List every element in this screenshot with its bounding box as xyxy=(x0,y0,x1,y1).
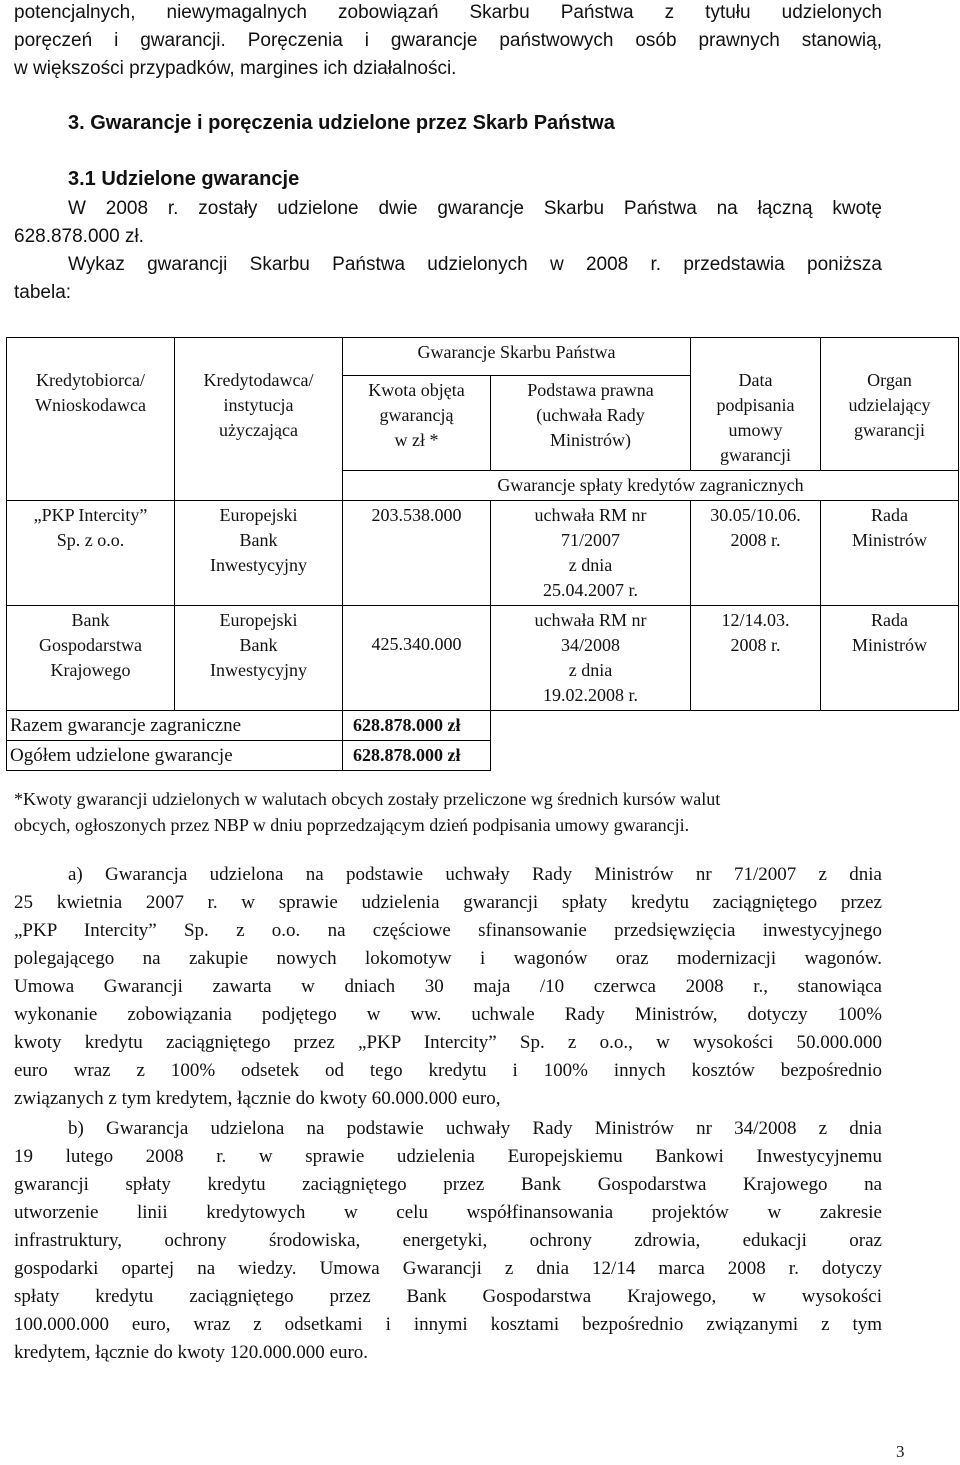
item-a-line-9: związanych z tym kredytem, łącznie do kwoty 60.000.000 euro, xyxy=(14,1088,501,1109)
col-header-borrower: Kredytobiorca/ Wnioskodawca xyxy=(7,338,175,501)
item-b-line-8: 100.000.000 euro, wraz z odsetkami i innymi kosztami bezpośrednio związanymi z tym xyxy=(14,1314,882,1335)
row2-borrower: Bank Gospodarstwa Krajowego xyxy=(7,606,175,711)
row2-lender: Europejski Bank Inwestycyjny xyxy=(175,606,343,711)
col-header-organ: Organ udzielający gwarancji xyxy=(821,338,959,471)
total-all-value: 628.878.000 zł xyxy=(343,741,491,771)
table-row xyxy=(7,606,959,711)
item-a-line-1: a) Gwarancja udzielona na podstawie uchwały Rady Ministrów nr 71/2007 z dnia xyxy=(68,864,882,885)
guarantees-table xyxy=(6,337,959,771)
intro-line-1: potencjalnych, niewymagalnych zobowiązań Skarbu Państwa z tytułu udzielonych xyxy=(14,2,882,23)
col-header-date: Data podpisania umowy gwarancji xyxy=(691,338,821,471)
col-header-lender: Kredytodawca/ instytucja użyczająca xyxy=(175,338,343,501)
row2-date: 12/14.03. 2008 r. xyxy=(691,606,821,711)
para1-line-2: 628.878.000 zł. xyxy=(14,226,144,247)
para2-line-1: Wykaz gwarancji Skarbu Państwa udzielonych w 2008 r. przedstawia poniższa xyxy=(68,254,882,275)
row1-borrower: „PKP Intercity” Sp. z o.o. xyxy=(7,501,175,606)
section-label: Gwarancje spłaty kredytów zagranicznych xyxy=(343,471,959,501)
para1-line-1: W 2008 r. zostały udzielone dwie gwarancje Skarbu Państwa na łączną kwotę xyxy=(68,198,882,219)
intro-line-2: poręczeń i gwarancji. Poręczenia i gwarancje państwowych osób prawnych stanowią, xyxy=(14,30,882,51)
total-foreign-label: Razem gwarancje zagraniczne xyxy=(7,711,343,741)
item-a-line-6: wykonanie zobowiązania podjętego w ww. uchwale Rady Ministrów, dotyczy 100% xyxy=(14,1004,882,1025)
section-3-heading: 3. Gwarancje i poręczenia udzielone przez Skarb Państwa xyxy=(68,112,615,134)
row1-basis: uchwała RM nr 71/2007 z dnia 25.04.2007 r. xyxy=(491,501,691,606)
footnote-line-1: *Kwoty gwarancji udzielonych w walutach obcych zostały przeliczone wg średnich kursów walut xyxy=(14,789,721,809)
item-a-line-7: kwoty kredytu zaciągniętego przez „PKP Intercity” Sp. z o.o., w wysokości 50.000.000 xyxy=(14,1032,882,1053)
item-a-line-2: 25 kwietnia 2007 r. w sprawie udzielenia gwarancji spłaty kredytu zaciągniętego przez xyxy=(14,892,882,913)
item-b-line-2: 19 lutego 2008 r. w sprawie udzielenia Europejskiemu Bankowi Inwestycyjnemu xyxy=(14,1146,882,1167)
col-header-basis: Podstawa prawna (uchwała Rady Ministrów) xyxy=(491,376,691,471)
item-b-line-6: gospodarki opartej na wiedzy. Umowa Gwarancji z dnia 12/14 marca 2008 r. dotyczy xyxy=(14,1258,882,1279)
row2-organ: Rada Ministrów xyxy=(821,606,959,711)
item-b-line-9: kredytem, łącznie do kwoty 120.000.000 euro. xyxy=(14,1342,369,1363)
footnote-line-2: obcych, ogłoszonych przez NBP w dniu poprzedzającym dzień podpisania umowy gwarancji. xyxy=(14,815,690,835)
item-b-line-4: utworzenie linii kredytowych w celu współfinansowania projektów w zakresie xyxy=(14,1202,882,1223)
col-header-amount: Kwota objęta gwarancją w zł * xyxy=(343,376,491,471)
item-a-line-4: polegającego na zakupie nowych lokomotyw i wagonów oraz modernizacji wagonów. xyxy=(14,948,882,969)
row1-date: 30.05/10.06. 2008 r. xyxy=(691,501,821,606)
total-all-label: Ogółem udzielone gwarancje xyxy=(7,741,343,771)
item-a-line-5: Umowa Gwarancji zawarta w dniach 30 maja /10 czerwca 2008 r., stanowiąca xyxy=(14,976,882,997)
row1-organ: Rada Ministrów xyxy=(821,501,959,606)
row1-lender: Europejski Bank Inwestycyjny xyxy=(175,501,343,606)
item-b-line-3: gwarancji spłaty kredytu zaciągniętego przez Bank Gospodarstwa Krajowego na xyxy=(14,1174,882,1195)
para2-line-2: tabela: xyxy=(14,282,72,303)
table-row xyxy=(7,501,959,606)
group-header: Gwarancje Skarbu Państwa xyxy=(343,338,691,376)
item-b-line-5: infrastruktury, ochrony środowiska, energetyki, ochrony zdrowia, edukacji oraz xyxy=(14,1230,882,1251)
item-a-line-3: „PKP Intercity” Sp. z o.o. na częściowe sfinansowanie przedsięwzięcia inwestycyjnego xyxy=(14,920,882,941)
page-number: 3 xyxy=(896,1442,905,1461)
intro-line-3: w większości przypadków, margines ich działalności. xyxy=(14,58,457,79)
row2-amount: 425.340.000 xyxy=(343,606,491,711)
item-a-line-8: euro wraz z 100% odsetek od tego kredytu i 100% innych kosztów bezpośrednio xyxy=(14,1060,882,1081)
row1-amount: 203.538.000 xyxy=(343,501,491,606)
item-b-line-1: b) Gwarancja udzielona na podstawie uchwały Rady Ministrów nr 34/2008 z dnia xyxy=(68,1118,882,1139)
item-b-line-7: spłaty kredytu zaciągniętego przez Bank Gospodarstwa Krajowego, w wysokości xyxy=(14,1286,882,1307)
section-3-1-heading: 3.1 Udzielone gwarancje xyxy=(68,168,300,190)
total-foreign-value: 628.878.000 zł xyxy=(343,711,491,741)
row2-basis: uchwała RM nr 34/2008 z dnia 19.02.2008 r. xyxy=(491,606,691,711)
